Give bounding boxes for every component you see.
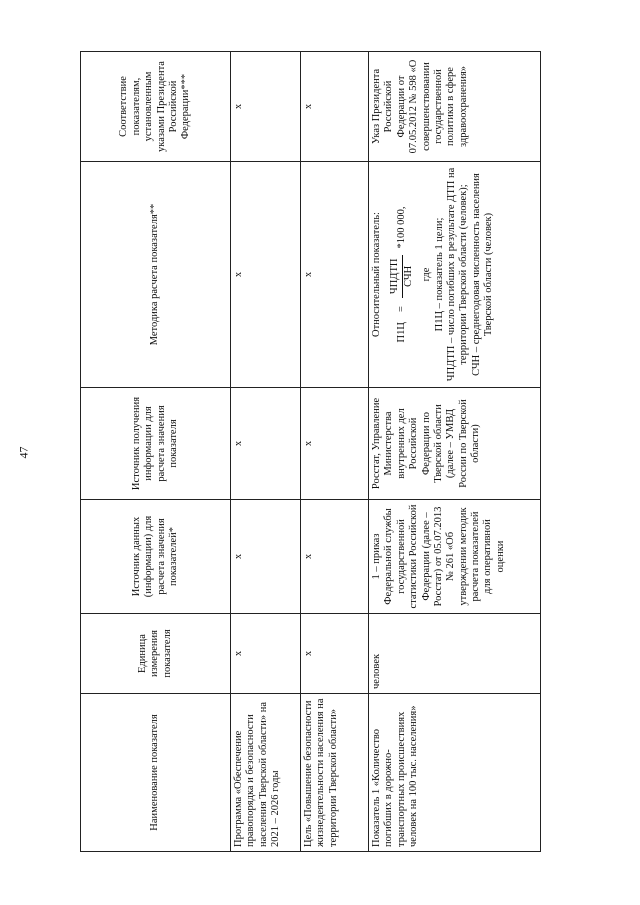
cell-info-source: х: [231, 388, 301, 500]
cell-unit: человек: [369, 614, 541, 694]
formula-multiplier: *100 000,: [396, 206, 408, 249]
cell-method: х: [231, 162, 301, 388]
header-method: Методика расчета показателя**: [81, 162, 231, 388]
cell-unit: х: [301, 614, 369, 694]
header-decree: Соответствие показателям, установленным указами Президента Российской Федерации***: [81, 52, 231, 162]
header-source: Источник данных (информации) для расчета значения показателей*: [81, 500, 231, 614]
table-row: [301, 52, 369, 852]
cell-decree: х: [301, 52, 369, 162]
formula-lhs: П1Ц: [396, 322, 408, 343]
formula-fraction: [389, 255, 415, 299]
cell-method: [369, 162, 541, 388]
formula-equals: =: [396, 306, 408, 313]
table-row: [231, 52, 301, 852]
formula-denominator: СЧН: [402, 265, 414, 287]
cell-name: Показатель 1 «Количество погибших в дорожно-транспортных происшествиях человек на 100 тыс. населения»: [369, 694, 541, 852]
cell-info-source: х: [301, 388, 369, 500]
header-unit: Единица измерения показателя: [81, 614, 231, 694]
rotated-table-page: [80, 52, 540, 852]
method-intro: Относительный показатель:: [371, 212, 382, 337]
cell-source: х: [301, 500, 369, 614]
formula: [389, 166, 415, 383]
cell-method: х: [301, 162, 369, 388]
table-row: [369, 52, 541, 852]
cell-decree: х: [231, 52, 301, 162]
cell-decree: Указ Президента Российской Федерации от 07.05.2012 № 598 «О совершенствовании государственной политики в сфере здравоохранения»: [369, 52, 541, 162]
table-header-row: [81, 52, 231, 852]
method-def2: ЧПДТП – число погибших в результате ДТП на территории Тверской области (человек);: [445, 167, 470, 382]
method-def3: СЧН – среднегодовая численность населения Тверской области (человек): [470, 173, 494, 376]
method-def1: П1Ц – показатель 1 цели;: [433, 217, 445, 332]
cell-info-source: Росстат, Управление Министерства внутренних дел Российской Федерации по Тверской области (далее – УМВД России по Тверской области): [369, 388, 541, 500]
page-number: 47: [16, 446, 31, 459]
method-where: где: [421, 267, 433, 282]
header-name: Наименование показателя: [81, 694, 231, 852]
indicators-table: [80, 51, 541, 852]
cell-source: х: [231, 500, 301, 614]
cell-name: Программа «Обеспечение правопорядка и безопасности населения Тверской области» на 2021 – 2026 годы: [231, 694, 301, 852]
header-info-source: Источник получения информации для расчета значения показателя: [81, 388, 231, 500]
cell-source: 1 – приказ Федеральной службы государственной статистики Российской Федерации (далее – Росстат) от 05.07.2013 № 261 «Об утверждении методик расчета показателей для оперативной оценки: [369, 500, 541, 614]
cell-unit: х: [231, 614, 301, 694]
formula-numerator: ЧПДТП: [389, 255, 402, 299]
cell-name: Цель «Повышение безопасности жизнедеятельности населения на территории Тверской области»: [301, 694, 369, 852]
